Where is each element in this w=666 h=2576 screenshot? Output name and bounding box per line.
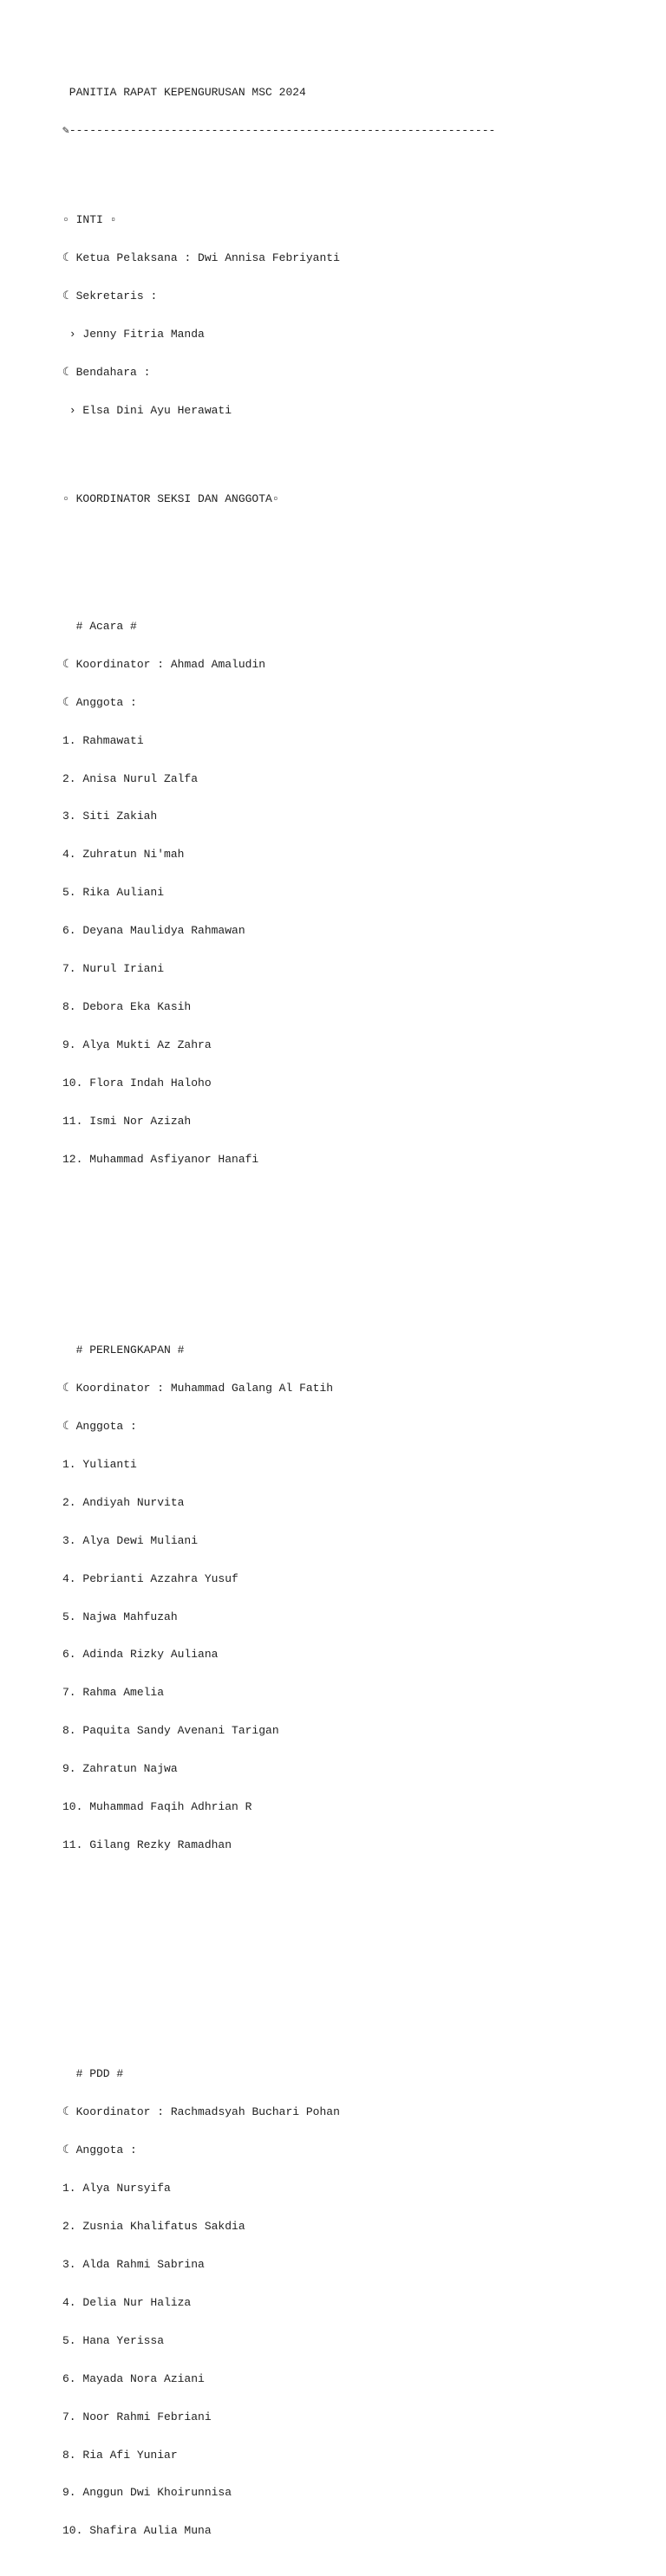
- section-koordinator: ☾ Koordinator : Ahmad Amaludin: [62, 657, 266, 671]
- member-item: 4. Pebrianti Azzahra Yusuf: [62, 1571, 238, 1585]
- member-item: 7. Rahma Amelia: [62, 1686, 165, 1700]
- member-item: 1. Rahmawati: [62, 733, 144, 747]
- member-item: 6. Deyana Maulidya Rahmawan: [62, 924, 245, 938]
- spacer: [62, 163, 652, 176]
- member-item: 6. Adinda Rizky Auliana: [62, 1648, 219, 1662]
- member-item: 9. Zahratun Najwa: [62, 1762, 178, 1776]
- section-anggota-label: ☾ Anggota :: [62, 695, 137, 709]
- member-item: 5. Hana Yerissa: [62, 2333, 165, 2347]
- member-item: 9. Alya Mukti Az Zahra: [62, 1038, 212, 1052]
- member-item: 3. Alya Dewi Muliani: [62, 1533, 199, 1547]
- member-item: 11. Ismi Nor Azizah: [62, 1115, 192, 1129]
- section-koordinator: ☾ Koordinator : Rachmadsyah Buchari Pohan: [62, 2104, 340, 2118]
- member-item: 10. Shafira Aulia Muna: [62, 2524, 212, 2538]
- separator-line: ✎---------------------------------------------------------------: [62, 124, 496, 138]
- member-item: 12. Muhammad Asfiyanor Hanafi: [62, 1153, 259, 1167]
- spacer: [62, 1941, 652, 1954]
- member-item: 9. Anggun Dwi Khoirunnisa: [62, 2486, 232, 2500]
- ketua-line: ☾ Ketua Pelaksana : Dwi Annisa Febriyanti: [62, 250, 340, 264]
- member-item: 10. Muhammad Faqih Adhrian R: [62, 1800, 252, 1814]
- member-item: 2. Anisa Nurul Zalfa: [62, 771, 199, 785]
- member-item: 11. Gilang Rezky Ramadhan: [62, 1838, 232, 1852]
- inti-heading: ▫ INTI ▫: [62, 212, 117, 226]
- member-item: 6. Mayada Nora Aziani: [62, 2371, 205, 2385]
- member-item: 10. Flora Indah Haloho: [62, 1077, 212, 1090]
- member-item: 3. Siti Zakiah: [62, 810, 158, 823]
- spacer: [62, 443, 652, 456]
- section-heading: # PDD #: [62, 2066, 124, 2080]
- member-item: 7. Noor Rahmi Febriani: [62, 2410, 212, 2423]
- member-item: 2. Zusnia Khalifatus Sakdia: [62, 2219, 245, 2233]
- member-item: 5. Rika Auliani: [62, 886, 165, 900]
- member-item: 4. Delia Nur Haliza: [62, 2295, 192, 2309]
- section-anggota-label: ☾ Anggota :: [62, 2143, 137, 2156]
- member-item: 3. Alda Rahmi Sabrina: [62, 2257, 205, 2271]
- member-item: 7. Nurul Iriani: [62, 962, 165, 976]
- member-item: 8. Ria Afi Yuniar: [62, 2448, 178, 2462]
- section-heading: # PERLENGKAPAN #: [62, 1343, 185, 1356]
- section-acara: [62, 595, 652, 1192]
- member-item: 8. Debora Eka Kasih: [62, 1000, 192, 1014]
- member-item: 2. Andiyah Nurvita: [62, 1495, 185, 1509]
- spacer: [62, 1255, 652, 1268]
- section-pdd: [62, 2043, 652, 2564]
- section-heading: # Acara #: [62, 619, 137, 633]
- member-item: 4. Zuhratun Ni'mah: [62, 848, 185, 862]
- sekretaris-name: › Jenny Fitria Manda: [62, 327, 205, 341]
- sekretaris-label: ☾ Sekretaris :: [62, 289, 158, 302]
- member-item: 5. Najwa Mahfuzah: [62, 1610, 178, 1623]
- spacer: [62, 1903, 652, 1916]
- document-title: PANITIA RAPAT KEPENGURUSAN MSC 2024: [62, 86, 306, 100]
- section-koordinator: ☾ Koordinator : Muhammad Galang Al Fatih: [62, 1381, 334, 1395]
- bendahara-name: › Elsa Dini Ayu Herawati: [62, 403, 232, 417]
- section-perlengkapan: [62, 1319, 652, 1878]
- member-item: 1. Yulianti: [62, 1457, 137, 1471]
- bendahara-label: ☾ Bendahara :: [62, 365, 151, 379]
- document-body: [62, 62, 652, 2576]
- member-item: 8. Paquita Sandy Avenani Tarigan: [62, 1724, 279, 1738]
- spacer: [62, 531, 652, 544]
- spacer: [62, 1979, 652, 1992]
- spacer: [62, 1217, 652, 1230]
- member-item: 1. Alya Nursyifa: [62, 2181, 171, 2195]
- koordinator-heading: ▫ KOORDINATOR SEKSI DAN ANGGOTA▫: [62, 492, 279, 506]
- section-anggota-label: ☾ Anggota :: [62, 1419, 137, 1433]
